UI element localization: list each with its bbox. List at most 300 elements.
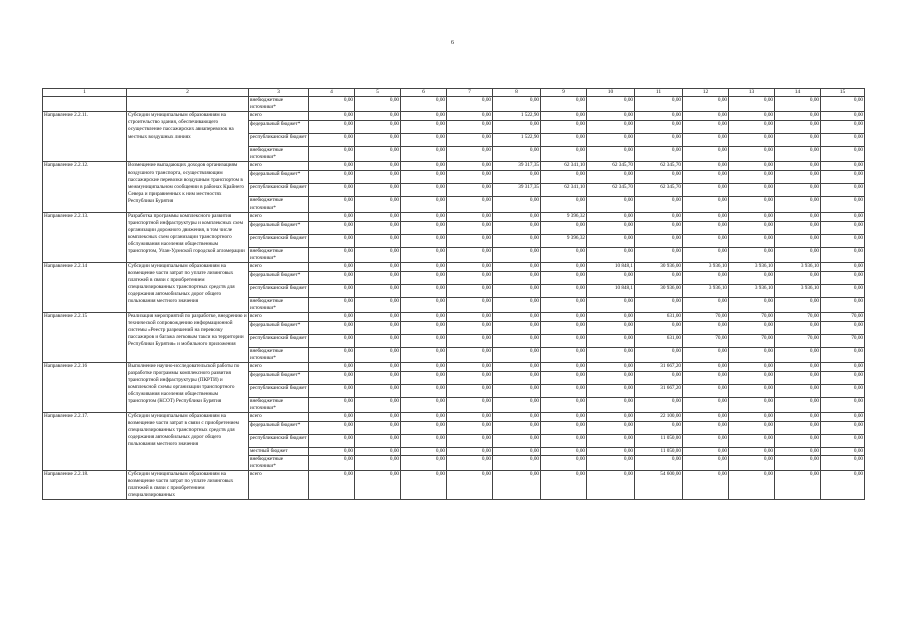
amount-cell: 0,00 bbox=[729, 97, 775, 112]
amount-cell: 0,00 bbox=[401, 212, 447, 221]
amount-cell: 0,00 bbox=[309, 284, 355, 297]
amount-cell: 0,00 bbox=[401, 455, 447, 470]
amount-cell: 0,00 bbox=[355, 455, 401, 470]
amount-cell: 0,00 bbox=[683, 412, 729, 421]
amount-cell: 0,00 bbox=[775, 221, 821, 234]
amount-cell: 0,00 bbox=[683, 470, 729, 499]
amount-cell: 70,00 bbox=[729, 334, 775, 347]
amount-cell: 0,00 bbox=[447, 347, 493, 362]
amount-cell: 9 396,32 bbox=[541, 212, 587, 221]
amount-cell: 62 341,10 bbox=[541, 184, 587, 197]
amount-cell: 631,00 bbox=[635, 334, 683, 347]
funding-source-cell: всего bbox=[249, 162, 309, 171]
amount-cell: 0,00 bbox=[401, 234, 447, 247]
amount-cell: 0,00 bbox=[587, 121, 635, 134]
amount-cell: 0,00 bbox=[821, 362, 865, 371]
amount-cell: 0,00 bbox=[355, 162, 401, 171]
amount-cell: 631,00 bbox=[635, 312, 683, 321]
amount-cell: 0,00 bbox=[635, 112, 683, 121]
amount-cell: 0,00 bbox=[587, 470, 635, 499]
funding-source-cell: федеральный бюджет* bbox=[249, 171, 309, 184]
amount-cell: 0,00 bbox=[541, 434, 587, 447]
direction-cell: Направление 2.2.18. bbox=[43, 470, 127, 499]
description-cell: Субсидии муниципальным образованиям на возмещение части затрат в связи с приобретением специализированных транспортных средств для содержания автомобильных дорог общего пользования местного значения bbox=[127, 412, 249, 470]
amount-cell: 0,00 bbox=[729, 184, 775, 197]
amount-cell: 0,00 bbox=[309, 234, 355, 247]
amount-cell: 0,00 bbox=[493, 297, 541, 312]
amount-cell: 0,00 bbox=[541, 147, 587, 162]
direction-cell: Направление 2.2.15 bbox=[43, 312, 127, 362]
amount-cell: 0,00 bbox=[309, 371, 355, 384]
amount-cell: 0,00 bbox=[821, 147, 865, 162]
amount-cell: 0,00 bbox=[775, 234, 821, 247]
amount-cell: 0,00 bbox=[309, 221, 355, 234]
amount-cell: 0,00 bbox=[729, 247, 775, 262]
amount-cell: 0,00 bbox=[775, 412, 821, 421]
amount-cell: 0,00 bbox=[775, 371, 821, 384]
amount-cell: 39 317,35 bbox=[493, 184, 541, 197]
amount-cell: 62 341,10 bbox=[541, 162, 587, 171]
description-cell: Субсидии муниципальным образованиям на строительство здания, обеспечивающего осуществление пассажирских авиаперевозок на местных воздушных линиях bbox=[127, 112, 249, 162]
amount-cell: 0,00 bbox=[587, 384, 635, 397]
amount-cell: 11 050,00 bbox=[635, 434, 683, 447]
amount-cell: 0,00 bbox=[729, 371, 775, 384]
amount-cell: 0,00 bbox=[729, 147, 775, 162]
amount-cell: 0,00 bbox=[309, 397, 355, 412]
amount-cell: 0,00 bbox=[683, 297, 729, 312]
amount-cell: 0,00 bbox=[493, 447, 541, 455]
amount-cell: 0,00 bbox=[401, 434, 447, 447]
amount-cell: 0,00 bbox=[775, 112, 821, 121]
amount-cell: 0,00 bbox=[587, 234, 635, 247]
amount-cell: 0,00 bbox=[635, 321, 683, 334]
amount-cell: 0,00 bbox=[821, 297, 865, 312]
amount-cell: 0,00 bbox=[493, 262, 541, 271]
amount-cell: 0,00 bbox=[635, 247, 683, 262]
amount-cell: 0,00 bbox=[587, 134, 635, 147]
amount-cell: 0,00 bbox=[493, 470, 541, 499]
amount-cell: 0,00 bbox=[683, 162, 729, 171]
column-number: 11 bbox=[635, 89, 683, 97]
amount-cell: 0,00 bbox=[821, 162, 865, 171]
amount-cell: 0,00 bbox=[447, 247, 493, 262]
amount-cell: 0,00 bbox=[309, 362, 355, 371]
amount-cell: 0,00 bbox=[729, 412, 775, 421]
amount-cell: 0,00 bbox=[729, 212, 775, 221]
amount-cell: 0,00 bbox=[821, 234, 865, 247]
amount-cell: 0,00 bbox=[309, 434, 355, 447]
amount-cell: 0,00 bbox=[541, 297, 587, 312]
funding-source-cell: республиканский бюджет bbox=[249, 384, 309, 397]
amount-cell: 0,00 bbox=[821, 284, 865, 297]
amount-cell: 0,00 bbox=[309, 262, 355, 271]
table-row bbox=[43, 97, 865, 112]
amount-cell: 1 522,90 bbox=[493, 112, 541, 121]
amount-cell: 0,00 bbox=[541, 221, 587, 234]
direction-cell: Направление 2.2.14 bbox=[43, 262, 127, 312]
direction-cell: Направление 2.2.11. bbox=[43, 112, 127, 162]
column-number: 5 bbox=[355, 89, 401, 97]
amount-cell: 0,00 bbox=[587, 321, 635, 334]
amount-cell: 31 667,20 bbox=[635, 362, 683, 371]
amount-cell: 0,00 bbox=[635, 121, 683, 134]
amount-cell: 0,00 bbox=[401, 262, 447, 271]
amount-cell: 70,00 bbox=[683, 334, 729, 347]
table-row bbox=[43, 112, 865, 121]
amount-cell: 0,00 bbox=[587, 171, 635, 184]
amount-cell: 0,00 bbox=[401, 412, 447, 421]
amount-cell: 0,00 bbox=[401, 134, 447, 147]
amount-cell: 0,00 bbox=[447, 470, 493, 499]
amount-cell: 0,00 bbox=[401, 470, 447, 499]
amount-cell: 0,00 bbox=[493, 397, 541, 412]
amount-cell: 0,00 bbox=[821, 247, 865, 262]
amount-cell: 0,00 bbox=[493, 284, 541, 297]
amount-cell: 0,00 bbox=[775, 384, 821, 397]
amount-cell: 0,00 bbox=[493, 197, 541, 212]
funding-source-cell: внебюджетные источники* bbox=[249, 197, 309, 212]
amount-cell: 0,00 bbox=[821, 262, 865, 271]
amount-cell: 0,00 bbox=[355, 412, 401, 421]
amount-cell: 0,00 bbox=[541, 455, 587, 470]
amount-cell: 0,00 bbox=[355, 334, 401, 347]
amount-cell: 0,00 bbox=[401, 347, 447, 362]
amount-cell: 0,00 bbox=[541, 121, 587, 134]
amount-cell: 0,00 bbox=[447, 112, 493, 121]
amount-cell: 0,00 bbox=[729, 384, 775, 397]
amount-cell: 0,00 bbox=[683, 447, 729, 455]
amount-cell: 0,00 bbox=[729, 421, 775, 434]
amount-cell: 0,00 bbox=[309, 184, 355, 197]
amount-cell: 0,00 bbox=[309, 334, 355, 347]
funding-source-cell: республиканский бюджет bbox=[249, 284, 309, 297]
amount-cell: 0,00 bbox=[683, 421, 729, 434]
amount-cell: 0,00 bbox=[729, 271, 775, 284]
amount-cell: 0,00 bbox=[309, 412, 355, 421]
amount-cell: 0,00 bbox=[493, 121, 541, 134]
amount-cell: 0,00 bbox=[683, 455, 729, 470]
amount-cell: 10 848,1 bbox=[587, 262, 635, 271]
amount-cell: 0,00 bbox=[401, 184, 447, 197]
amount-cell: 0,00 bbox=[775, 347, 821, 362]
amount-cell: 0,00 bbox=[821, 412, 865, 421]
amount-cell: 0,00 bbox=[587, 447, 635, 455]
amount-cell: 70,00 bbox=[821, 312, 865, 321]
amount-cell: 0,00 bbox=[447, 284, 493, 297]
column-number: 6 bbox=[401, 89, 447, 97]
amount-cell: 0,00 bbox=[493, 455, 541, 470]
amount-cell: 0,00 bbox=[587, 347, 635, 362]
amount-cell: 0,00 bbox=[541, 134, 587, 147]
amount-cell: 0,00 bbox=[683, 121, 729, 134]
amount-cell: 0,00 bbox=[355, 347, 401, 362]
amount-cell: 0,00 bbox=[541, 412, 587, 421]
amount-cell: 0,00 bbox=[541, 262, 587, 271]
column-number: 7 bbox=[447, 89, 493, 97]
amount-cell: 0,00 bbox=[309, 112, 355, 121]
amount-cell: 0,00 bbox=[635, 134, 683, 147]
amount-cell: 0,00 bbox=[683, 247, 729, 262]
column-number: 4 bbox=[309, 89, 355, 97]
amount-cell: 0,00 bbox=[775, 271, 821, 284]
amount-cell: 0,00 bbox=[821, 371, 865, 384]
column-number: 10 bbox=[587, 89, 635, 97]
amount-cell: 0,00 bbox=[775, 297, 821, 312]
amount-cell: 0,00 bbox=[729, 434, 775, 447]
amount-cell: 0,00 bbox=[447, 221, 493, 234]
amount-cell: 0,00 bbox=[401, 397, 447, 412]
amount-cell: 0,00 bbox=[821, 434, 865, 447]
amount-cell: 0,00 bbox=[683, 147, 729, 162]
amount-cell: 0,00 bbox=[821, 384, 865, 397]
amount-cell: 31 667,20 bbox=[635, 384, 683, 397]
description-cell: Разработка программы комплексного развития транспортной инфраструктуры и комплексных схем организации дорожного движения, в том числе комплексных схем организации транспортного обслуживания населения общественным транспортом, Улан-Удэнской городской агломерации bbox=[127, 212, 249, 262]
amount-cell: 0,00 bbox=[587, 297, 635, 312]
amount-cell: 3 936,10 bbox=[775, 262, 821, 271]
amount-cell: 0,00 bbox=[587, 271, 635, 284]
amount-cell: 0,00 bbox=[309, 171, 355, 184]
amount-cell: 0,00 bbox=[683, 171, 729, 184]
amount-cell: 0,00 bbox=[635, 271, 683, 284]
direction-cell: Направление 2.2.13. bbox=[43, 212, 127, 262]
funding-source-cell: внебюджетные источники* bbox=[249, 297, 309, 312]
amount-cell: 0,00 bbox=[821, 347, 865, 362]
column-number: 14 bbox=[775, 89, 821, 97]
funding-source-cell: всего bbox=[249, 312, 309, 321]
amount-cell: 0,00 bbox=[493, 97, 541, 112]
amount-cell: 0,00 bbox=[821, 197, 865, 212]
amount-cell: 0,00 bbox=[821, 470, 865, 499]
amount-cell: 0,00 bbox=[635, 347, 683, 362]
amount-cell: 39 317,35 bbox=[493, 162, 541, 171]
amount-cell: 0,00 bbox=[587, 412, 635, 421]
amount-cell: 0,00 bbox=[447, 447, 493, 455]
amount-cell: 0,00 bbox=[635, 371, 683, 384]
amount-cell: 0,00 bbox=[493, 271, 541, 284]
amount-cell: 0,00 bbox=[355, 371, 401, 384]
amount-cell: 0,00 bbox=[683, 371, 729, 384]
table-row bbox=[43, 362, 865, 371]
amount-cell: 0,00 bbox=[493, 434, 541, 447]
funding-source-cell: федеральный бюджет* bbox=[249, 271, 309, 284]
amount-cell: 0,00 bbox=[447, 234, 493, 247]
amount-cell: 0,00 bbox=[447, 321, 493, 334]
amount-cell: 0,00 bbox=[493, 171, 541, 184]
amount-cell: 3 936,10 bbox=[683, 284, 729, 297]
amount-cell: 0,00 bbox=[309, 162, 355, 171]
amount-cell: 0,00 bbox=[587, 197, 635, 212]
table-row bbox=[43, 412, 865, 421]
amount-cell: 3 936,10 bbox=[775, 284, 821, 297]
amount-cell: 0,00 bbox=[775, 447, 821, 455]
amount-cell: 0,00 bbox=[493, 234, 541, 247]
amount-cell: 0,00 bbox=[309, 147, 355, 162]
amount-cell: 0,00 bbox=[541, 397, 587, 412]
amount-cell: 0,00 bbox=[775, 134, 821, 147]
description-cell bbox=[127, 97, 249, 112]
amount-cell: 0,00 bbox=[729, 470, 775, 499]
amount-cell: 0,00 bbox=[447, 434, 493, 447]
amount-cell: 0,00 bbox=[541, 334, 587, 347]
amount-cell: 0,00 bbox=[401, 221, 447, 234]
amount-cell: 0,00 bbox=[355, 397, 401, 412]
amount-cell: 0,00 bbox=[821, 112, 865, 121]
amount-cell: 0,00 bbox=[821, 171, 865, 184]
funding-source-cell: федеральный бюджет* bbox=[249, 221, 309, 234]
amount-cell: 0,00 bbox=[635, 212, 683, 221]
amount-cell: 0,00 bbox=[355, 421, 401, 434]
amount-cell: 0,00 bbox=[775, 455, 821, 470]
amount-cell: 0,00 bbox=[309, 121, 355, 134]
amount-cell: 0,00 bbox=[309, 134, 355, 147]
amount-cell: 0,00 bbox=[541, 321, 587, 334]
amount-cell: 0,00 bbox=[447, 171, 493, 184]
amount-cell: 0,00 bbox=[447, 121, 493, 134]
amount-cell: 0,00 bbox=[447, 297, 493, 312]
amount-cell: 0,00 bbox=[355, 312, 401, 321]
amount-cell: 0,00 bbox=[355, 121, 401, 134]
amount-cell: 0,00 bbox=[729, 347, 775, 362]
amount-cell: 70,00 bbox=[821, 334, 865, 347]
amount-cell: 3 936,10 bbox=[683, 262, 729, 271]
amount-cell: 0,00 bbox=[635, 97, 683, 112]
budget-table bbox=[42, 88, 865, 500]
amount-cell: 0,00 bbox=[493, 334, 541, 347]
amount-cell: 0,00 bbox=[635, 197, 683, 212]
page-number: 6 bbox=[451, 40, 454, 46]
amount-cell: 0,00 bbox=[493, 371, 541, 384]
amount-cell: 70,00 bbox=[729, 312, 775, 321]
amount-cell: 62 345,70 bbox=[587, 184, 635, 197]
amount-cell: 0,00 bbox=[447, 455, 493, 470]
amount-cell: 0,00 bbox=[493, 347, 541, 362]
amount-cell: 70,00 bbox=[775, 334, 821, 347]
amount-cell: 0,00 bbox=[541, 421, 587, 434]
amount-cell: 0,00 bbox=[729, 121, 775, 134]
table-row bbox=[43, 262, 865, 271]
amount-cell: 0,00 bbox=[355, 470, 401, 499]
amount-cell: 0,00 bbox=[355, 184, 401, 197]
amount-cell: 0,00 bbox=[447, 147, 493, 162]
amount-cell: 0,00 bbox=[541, 97, 587, 112]
amount-cell: 0,00 bbox=[821, 271, 865, 284]
amount-cell: 0,00 bbox=[309, 447, 355, 455]
description-cell: Реализация мероприятий по разработке, внедрению и технической сопровождению информационной системы «Реестр разрешений на перевозку пассажиров и багажа легковым такси на территории Республики Бурятия» и мобильного приложения bbox=[127, 312, 249, 362]
amount-cell: 0,00 bbox=[309, 312, 355, 321]
amount-cell: 0,00 bbox=[729, 221, 775, 234]
amount-cell: 0,00 bbox=[355, 297, 401, 312]
amount-cell: 0,00 bbox=[309, 470, 355, 499]
amount-cell: 0,00 bbox=[541, 470, 587, 499]
amount-cell: 0,00 bbox=[775, 162, 821, 171]
amount-cell: 0,00 bbox=[683, 397, 729, 412]
funding-source-cell: всего bbox=[249, 362, 309, 371]
amount-cell: 0,00 bbox=[729, 234, 775, 247]
column-number: 2 bbox=[127, 89, 249, 97]
amount-cell: 0,00 bbox=[775, 121, 821, 134]
amount-cell: 0,00 bbox=[309, 421, 355, 434]
amount-cell: 0,00 bbox=[447, 262, 493, 271]
description-cell: Возмещение выпадающих доходов организациям воздушного транспорта, осуществляющим пассажирские перевозки воздушным транспортом в межмуниципальном сообщении в районах Крайнего Севера и приравненных к ним местностях Республики Бурятия bbox=[127, 162, 249, 212]
amount-cell: 0,00 bbox=[635, 455, 683, 470]
amount-cell: 0,00 bbox=[821, 421, 865, 434]
amount-cell: 0,00 bbox=[309, 455, 355, 470]
amount-cell: 0,00 bbox=[683, 362, 729, 371]
amount-cell: 0,00 bbox=[309, 321, 355, 334]
amount-cell: 0,00 bbox=[683, 321, 729, 334]
amount-cell: 0,00 bbox=[355, 134, 401, 147]
amount-cell: 0,00 bbox=[355, 234, 401, 247]
funding-source-cell: внебюджетные источники* bbox=[249, 97, 309, 112]
amount-cell: 0,00 bbox=[821, 184, 865, 197]
amount-cell: 0,00 bbox=[355, 284, 401, 297]
amount-cell: 0,00 bbox=[447, 384, 493, 397]
amount-cell: 62 345,70 bbox=[635, 162, 683, 171]
amount-cell: 0,00 bbox=[587, 312, 635, 321]
amount-cell: 0,00 bbox=[587, 212, 635, 221]
amount-cell: 0,00 bbox=[355, 321, 401, 334]
column-number: 12 bbox=[683, 89, 729, 97]
description-cell: Выполнение научно-исследовательской работы по разработке программы комплексного развития транспортной инфраструктуры (ПКРТИ) и комплексной схемы организации транспортного обслуживания населения общественным транспортом (КСОТ) Республики Бурятия bbox=[127, 362, 249, 412]
amount-cell: 0,00 bbox=[401, 297, 447, 312]
amount-cell: 0,00 bbox=[635, 234, 683, 247]
amount-cell: 0,00 bbox=[775, 321, 821, 334]
amount-cell: 0,00 bbox=[401, 284, 447, 297]
amount-cell: 0,00 bbox=[355, 197, 401, 212]
amount-cell: 0,00 bbox=[355, 171, 401, 184]
amount-cell: 0,00 bbox=[309, 271, 355, 284]
amount-cell: 0,00 bbox=[447, 412, 493, 421]
funding-source-cell: федеральный бюджет* bbox=[249, 121, 309, 134]
funding-source-cell: всего bbox=[249, 112, 309, 121]
amount-cell: 11 050,00 bbox=[635, 447, 683, 455]
amount-cell: 0,00 bbox=[821, 321, 865, 334]
amount-cell: 0,00 bbox=[775, 184, 821, 197]
amount-cell: 0,00 bbox=[775, 470, 821, 499]
direction-cell bbox=[43, 97, 127, 112]
amount-cell: 0,00 bbox=[541, 271, 587, 284]
amount-cell: 0,00 bbox=[775, 434, 821, 447]
amount-cell: 54 600,00 bbox=[635, 470, 683, 499]
table-row bbox=[43, 470, 865, 499]
amount-cell: 0,00 bbox=[683, 112, 729, 121]
funding-source-cell: республиканский бюджет bbox=[249, 134, 309, 147]
amount-cell: 22 100,00 bbox=[635, 412, 683, 421]
amount-cell: 0,00 bbox=[775, 397, 821, 412]
amount-cell: 0,00 bbox=[729, 362, 775, 371]
amount-cell: 0,00 bbox=[447, 134, 493, 147]
amount-cell: 0,00 bbox=[683, 197, 729, 212]
amount-cell: 0,00 bbox=[729, 162, 775, 171]
funding-source-cell: федеральный бюджет* bbox=[249, 421, 309, 434]
amount-cell: 0,00 bbox=[355, 447, 401, 455]
amount-cell: 0,00 bbox=[493, 321, 541, 334]
amount-cell: 10 848,1 bbox=[587, 284, 635, 297]
amount-cell: 0,00 bbox=[821, 221, 865, 234]
amount-cell: 0,00 bbox=[447, 362, 493, 371]
amount-cell: 0,00 bbox=[683, 347, 729, 362]
funding-source-cell: республиканский бюджет bbox=[249, 334, 309, 347]
funding-source-cell: внебюджетные источники* bbox=[249, 347, 309, 362]
amount-cell: 0,00 bbox=[401, 321, 447, 334]
amount-cell: 30 936,00 bbox=[635, 284, 683, 297]
funding-source-cell: внебюджетные источники* bbox=[249, 247, 309, 262]
amount-cell: 0,00 bbox=[683, 221, 729, 234]
amount-cell: 0,00 bbox=[355, 362, 401, 371]
amount-cell: 0,00 bbox=[635, 397, 683, 412]
amount-cell: 0,00 bbox=[821, 121, 865, 134]
amount-cell: 0,00 bbox=[541, 371, 587, 384]
